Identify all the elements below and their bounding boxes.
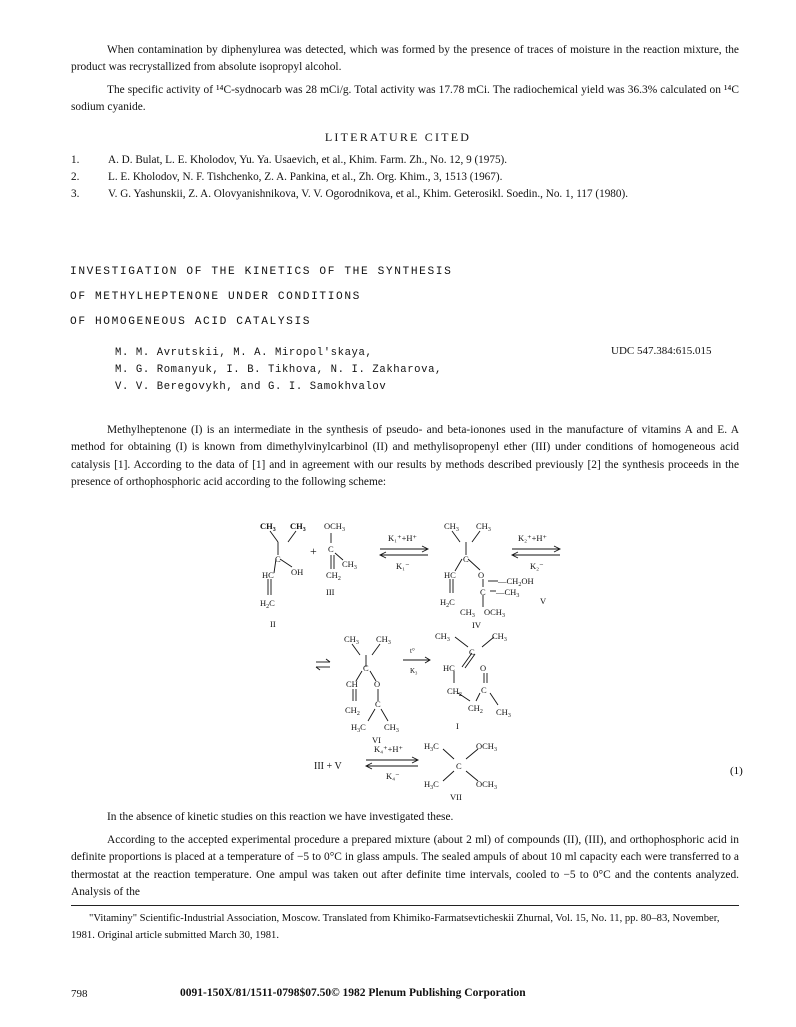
copyright-line: 0091-150X/81/1511-0798$07.50© 1982 Plenum Publishing Corporation: [180, 987, 526, 999]
rate-k4-minus: K₄⁻: [386, 771, 400, 781]
article-title-line-1: INVESTIGATION OF THE KINETICS OF THE SYNTHESIS: [70, 266, 453, 278]
svg-text:OCH3: $OCH_3$: [476, 741, 497, 753]
svg-text:+: +: [310, 544, 317, 558]
svg-text:HC: HC: [262, 570, 274, 580]
rate-k2: K₂⁺+H⁺: [518, 533, 548, 543]
svg-text:CH3: $CH_3$: [342, 559, 357, 571]
authors-line-1: M. M. Avrutskii, M. A. Miropol'skaya,: [115, 347, 373, 359]
intro-paragraph-text: Methylheptenone (I) is an intermediate in the synthesis of pseudo- and beta-ionones used in the manufacture of vitamins A and E. A method for obtaining (I) is known from dimethylvinylcarbinol (II) and methylisopropenyl ether (III) under conditions of homogeneous acid catalysis [1]. According to the data of [1] and in agreement with our results by methods described previously [2] the synthesis proceeds in the presence of orthophosphoric acid according to the following scheme:: [71, 424, 739, 488]
article-title-line-3: OF HOMOGENEOUS ACID CATALYSIS: [70, 316, 312, 328]
svg-text:OCH3: $OCH_3$: [484, 607, 505, 619]
reference-1: [71, 152, 739, 169]
literature-heading: LITERATURE CITED: [324, 130, 472, 144]
svg-text:CH3: $CH_3$: [290, 521, 306, 533]
reference-3: [71, 186, 739, 203]
svg-text:CH3: $CH_3$: [476, 521, 491, 533]
reference-2: [71, 169, 739, 186]
svg-text:CH2: $CH_2$: [345, 705, 360, 717]
svg-text:CH2: $CH_2$: [326, 570, 341, 582]
svg-text:C: C: [363, 663, 369, 673]
svg-text:CH3: $CH_3$: [460, 607, 475, 619]
authors-line-2: M. G. Romanyuk, I. B. Tikhova, N. I. Zakharova,: [115, 364, 442, 376]
label-VI: VI: [372, 735, 381, 745]
svg-text:H3C: $H_3C$: [351, 722, 366, 734]
svg-text:O: O: [478, 570, 485, 580]
rate-t: t°: [410, 647, 415, 655]
top-paragraph-2-text: The specific activity of ¹⁴C-sydnocarb was 28 mCi/g. Total activity was 17.78 mCi. The radiochemical yield was 36.3% calculated on ¹⁴C sodium cyanide.: [71, 84, 739, 114]
svg-text:CH3: $CH_3$: [376, 634, 391, 646]
svg-text:O: O: [374, 679, 381, 689]
svg-text:OCH3: $OCH_3$: [476, 779, 497, 791]
article-title-line-2: OF METHYLHEPTENONE UNDER CONDITIONS: [70, 291, 361, 303]
article-authors: [115, 345, 585, 396]
udc-code: UDC 547.384:615.015: [611, 345, 712, 357]
article-title: [70, 260, 730, 335]
procedure-paragraph-text: According to the accepted experimental procedure a prepared mixture (about 2 ml) of compounds (II), (III), and orthophosphoric acid in definite proportions is placed at a temperature of −5 to 0°C in glass ampuls. The sealed ampuls of about 10 ml capacity each were transferred to a thermostat at the reaction temperature. One ampul was taken out after definite time intervals, cooled to −5 to 0°C and the contents analyzed. Analysis of the: [71, 834, 739, 898]
svg-text:—CH2OH: $—CH_2OH$: [498, 576, 534, 588]
svg-text:CH3: $CH_3$: [435, 631, 450, 643]
svg-text:C: C: [328, 544, 334, 554]
reference-2-number: 2.: [71, 171, 80, 183]
absence-paragraph-text: In the absence of kinetic studies on this reaction we have investigated these.: [107, 811, 454, 823]
svg-text:C: C: [456, 761, 462, 771]
reference-1-number: 1.: [71, 154, 80, 166]
svg-text:H3C: $H_3C$: [424, 779, 439, 791]
svg-text:H2C: $H_2C$: [260, 598, 275, 610]
rate-k2-minus: K₂⁻: [530, 561, 544, 571]
svg-text:O: O: [480, 663, 487, 673]
reference-3-text: V. G. Yashunskii, Z. A. Olovyanishnikova, V. V. Ogorodnikova, et al., Khim. Geterosikl. Soedin., No. 1, 117 (1980).: [108, 188, 629, 200]
rate-k4: K₄⁺+H⁺: [374, 744, 404, 754]
svg-text:CH: CH: [346, 679, 358, 689]
svg-text:C: C: [463, 554, 469, 564]
rate-k1-minus: K₁⁻: [396, 561, 410, 571]
top-paragraph-1-text: When contamination by diphenylurea was detected, which was formed by the presence of traces of moisture in the reaction mixture, the product was recrystallized from absolute isopropyl alcohol.: [71, 44, 739, 74]
reference-1-text: A. D. Bulat, L. E. Kholodov, Yu. Ya. Usaevich, et al., Khim. Farm. Zh., No. 12, 9 (1975).: [108, 154, 508, 166]
svg-text:C: C: [480, 587, 486, 597]
svg-text:CH3: $CH_3$: [260, 521, 276, 533]
label-I: I: [456, 721, 459, 731]
procedure-paragraph: [71, 832, 739, 901]
top-paragraph-2: [71, 82, 739, 117]
svg-text:HC: HC: [443, 663, 455, 673]
svg-text:OH: OH: [291, 567, 304, 577]
label-IV: IV: [472, 620, 481, 630]
svg-text:C: C: [469, 647, 475, 657]
svg-text:CH3: $CH_3$: [496, 707, 511, 719]
svg-text:—CH3: $—CH_3$: [496, 587, 520, 599]
reaction-scheme: [240, 515, 760, 805]
label-V: V: [540, 596, 547, 606]
rate-k1: K₁⁺+H⁺: [388, 533, 418, 543]
page-number: 798: [71, 988, 88, 1000]
svg-text:C: C: [375, 699, 381, 709]
absence-paragraph: [71, 809, 739, 826]
footnote-affiliation: [71, 910, 739, 944]
svg-text:CH3: $CH_3$: [344, 634, 359, 646]
label-III-plus-V: III + V: [314, 761, 342, 772]
svg-text:CH3: $CH_3$: [444, 521, 459, 533]
footnote-text: "Vitaminy" Scientific-Industrial Association, Moscow. Translated from Khimiko-Farmatsevticheskii Zhurnal, Vol. 15, No. 11, pp. 80–83, November, 1981. Original article submitted March 30, 1981.: [71, 913, 720, 941]
intro-paragraph: [71, 422, 739, 491]
footnote-rule: [71, 905, 739, 906]
svg-text:H2C: $H_2C$: [440, 597, 455, 609]
svg-text:CH3: $CH_3$: [492, 631, 507, 643]
svg-text:OCH3: $OCH_3$: [324, 521, 345, 533]
label-II: II: [270, 619, 276, 629]
svg-text:H3C: $H_3C$: [424, 741, 439, 753]
rate-k3: K₃: [410, 667, 418, 675]
label-VII: VII: [450, 792, 462, 802]
reference-2-text: L. E. Kholodov, N. F. Tishchenko, Z. A. Pankina, et al., Zh. Org. Khim., 3, 1513 (1967).: [108, 171, 503, 183]
svg-text:CH2: $CH_2$: [468, 703, 483, 715]
reference-3-number: 3.: [71, 188, 80, 200]
scheme-number: (1): [730, 765, 743, 777]
label-III: III: [326, 587, 335, 597]
svg-text:CH3: $CH_3$: [384, 722, 399, 734]
authors-line-3: V. V. Beregovykh, and G. I. Samokhvalov: [115, 381, 387, 393]
svg-text:HC: HC: [444, 570, 456, 580]
top-paragraph-1: [71, 42, 739, 77]
svg-text:CH2: $CH_2$: [447, 686, 462, 698]
svg-text:C: C: [275, 554, 281, 564]
svg-text:C: C: [481, 685, 487, 695]
